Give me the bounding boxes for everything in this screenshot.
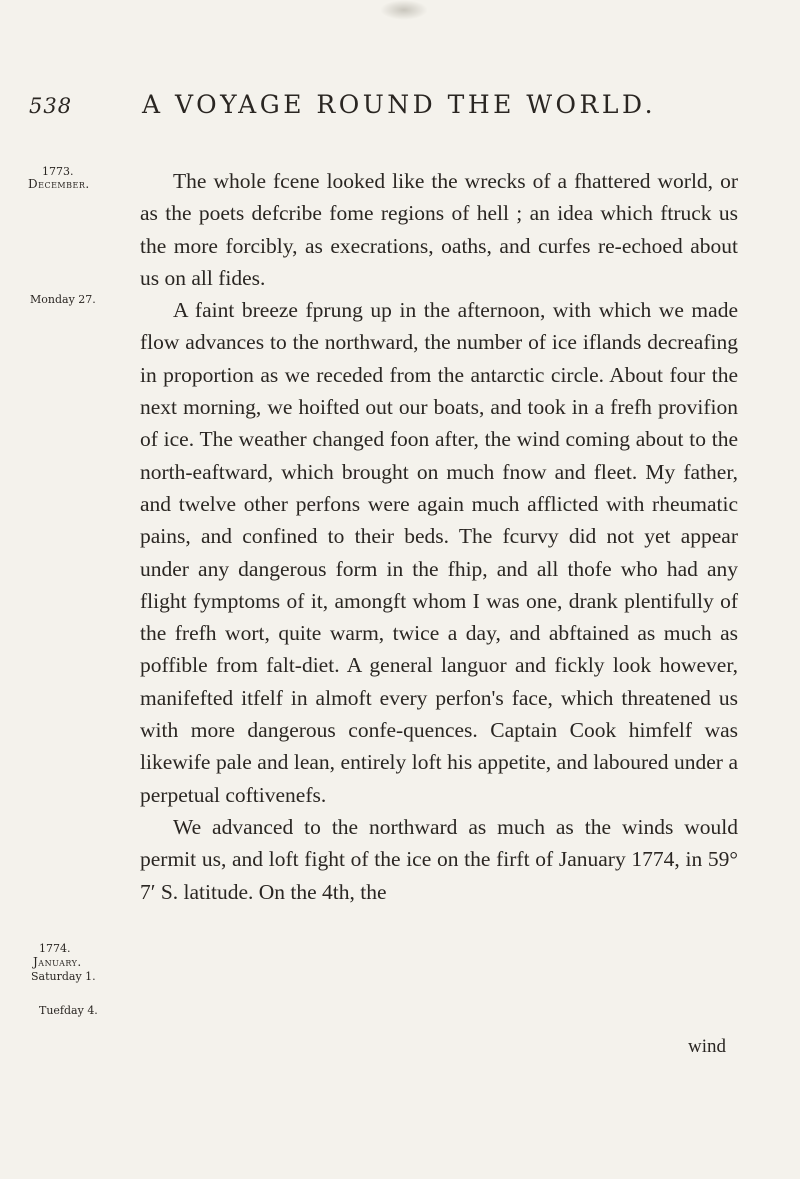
margin-month-december: December. <box>28 177 90 191</box>
margin-month-january: January. <box>33 955 82 969</box>
page-number: 538 <box>29 94 73 118</box>
margin-year-1773: 1773. <box>42 165 74 178</box>
paragraph: The whole fcene looked like the wrecks of a fhattered world, or as the poets defcribe fome regions of hell ; an idea which ftruck us the more forcibly, as execrations, oaths, and curfes re-echoed about us on all fides. <box>140 169 738 290</box>
ink-blot <box>380 0 428 20</box>
margin-date-tuesday: Tuefday 4. <box>39 1004 98 1017</box>
margin-date-saturday: Saturday 1. <box>31 970 96 983</box>
running-head: A VOYAGE ROUND THE WORLD. <box>142 90 657 119</box>
margin-year-1774: 1774. <box>39 942 71 955</box>
paragraph: A faint breeze fprung up in the afternoon, with which we made flow advances to the northward, the number of ice iflands decreafing in proportion as we receded from the antarctic circle. About four the next morning, we hoifted out our boats, and took in a frefh provifion of ice. The weather changed foon after, the wind coming about to the north-eaftward, which brought on much fnow and fleet. My father, and twelve other perfons were again much afflicted with rheumatic pains, and confined to their beds. The fcurvy did not yet appear under any dangerous form in the fhip, and all thofe who had any flight fymptoms of it, amongft whom I was one, drank plentifully of the frefh wort, quite warm, twice a day, and abftained as much as poffible from falt-diet. A general languor and fickly look however, manifefted itfelf in almoft every perfon's face, which threatened us with more dangerous confe-quences. Captain Cook himfelf was likewife pale and lean, entirely loft his appetite, and laboured under a perpetual coftivenefs. <box>140 298 738 807</box>
catchword: wind <box>688 1036 726 1057</box>
paragraph: We advanced to the northward as much as the winds would permit us, and loft fight of the ice on the firft of January 1774, in 59° 7′ S. latitude. On the 4th, the <box>140 814 738 904</box>
margin-date-monday: Monday 27. <box>30 293 96 306</box>
body-text <box>140 165 738 908</box>
